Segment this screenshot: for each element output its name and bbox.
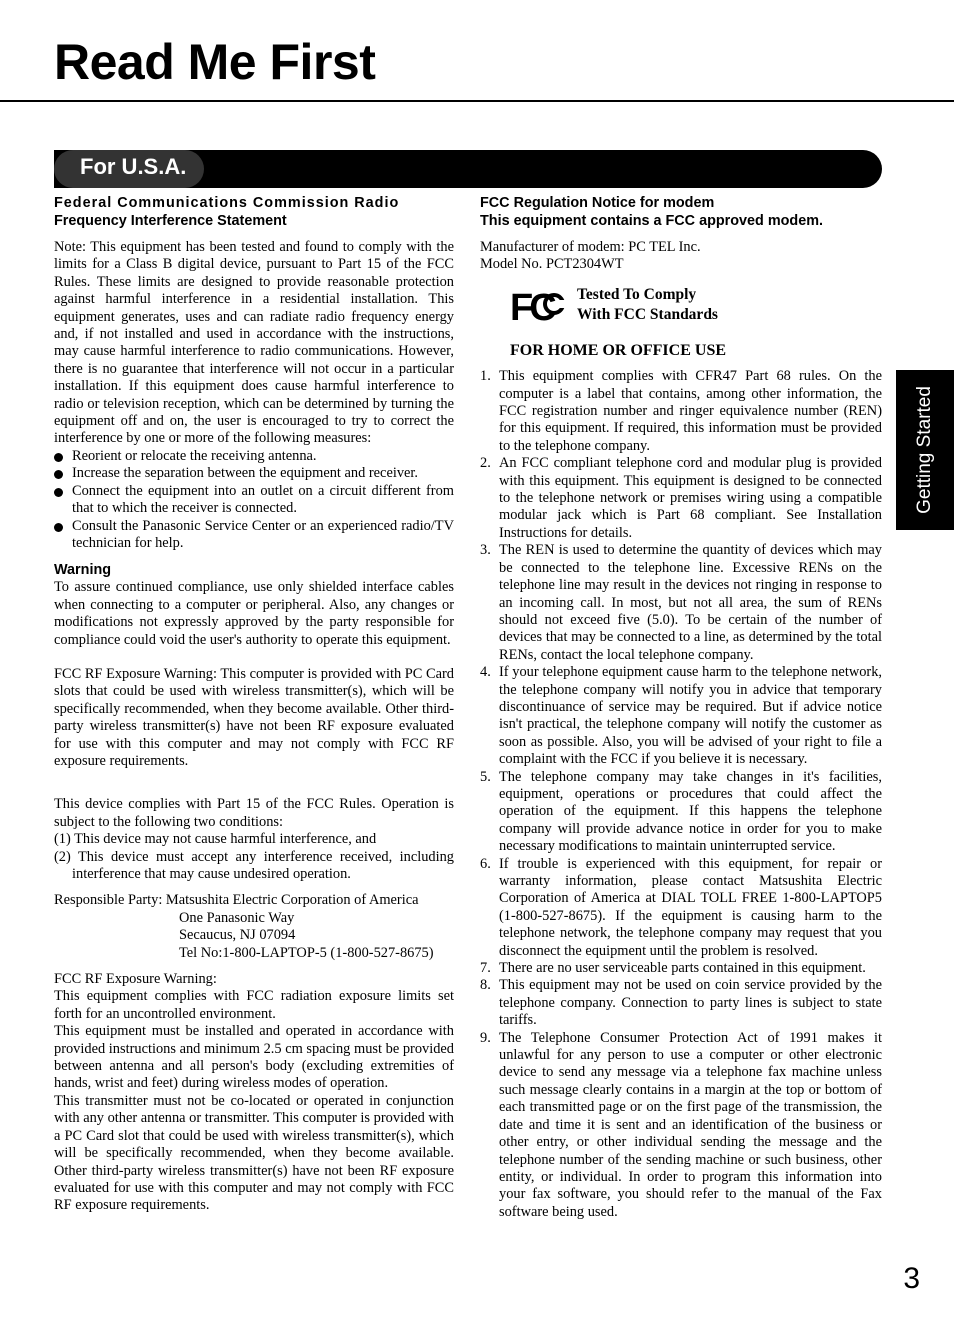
fcc-logo-text: FC — [510, 286, 553, 326]
rf-paragraph: This equipment must be installed and operated in accordance with provided instructions and minimum 2.5 cm spacing must be provided between antenna and all person's body (excluding extremities of hands, wrist and feet) during wireless modes of operation. — [54, 1023, 454, 1092]
model-line: Model No. PCT2304WT — [480, 256, 624, 273]
bullet-icon — [54, 523, 63, 532]
list-item: 5. The telephone company may take changes in it's facilities, equipment, operations or procedures that could affect the operation of the equipment. If this happens the telephone company will provide advance notice in order for you to make necessary modifications to maintain uninterrupted service. — [480, 768, 882, 855]
rf-paragraph: This equipment complies with FCC radiation exposure limits set forth for an uncontrolled environment. — [54, 988, 454, 1022]
right-column — [480, 194, 882, 1221]
rf-warning-paragraph: FCC RF Exposure Warning: This computer is provided with PC Card slots that could be used with wireless transmitter(s), which will be specifically recommended, when they become available. Other third-party wireless transmitter(s) have not been RF exposure evaluated for use with this computer and may not comply with FCC RF exposure requirements. — [54, 665, 454, 769]
bullet-icon — [54, 453, 63, 462]
list-item: 6. If trouble is experienced with this equipment, for repair or warranty information, please contact Matsushita Electric Corporation of America at DIAL TOLL FREE 1-800-LAPTOP5 (1-800-527-8675). If the equipment is causing harm to the telephone network, the telephone company may request that you disconnect the equipment until the problem is resolved. — [480, 855, 882, 959]
modem-subheading: This equipment contains a FCC approved modem. — [480, 213, 824, 229]
fcc-logo-icon — [510, 286, 570, 326]
manufacturer-line: Manufacturer of modem: PC TEL Inc. — [480, 239, 701, 255]
warning-paragraph: To assure continued compliance, use only shielded interface cables when connecting to a computer or peripheral. Also, any changes or modifications not expressly approved by the party responsible for compliance could void the user's authority to operate this equipment. — [54, 579, 454, 648]
bullet-icon — [54, 488, 63, 497]
bullet-item: Consult the Panasonic Service Center or an experienced radio/TV technician for help. — [54, 518, 454, 553]
list-item: 9. The Telephone Consumer Protection Act of 1991 makes it unlawful for any person to use a computer or other electronic device to send any message via a telephone fax machine unless such message clearly contains in a margin at the top or bottom of each transmitted page or on the first page of the transmission, the date and time it is sent and an identification of the business or other entry, or other individual sending the message and the telephone number of the sending machine or such business, other entity, or individual. In order to program this information into your fax software, you should refer to the manual of the Fax software being used. — [480, 1029, 882, 1220]
address-line: Tel No:1-800-LAPTOP-5 (1-800-527-8675) — [179, 944, 434, 961]
list-item: 1. This equipment complies with CFR47 Part 68 rules. On the computer is a label that contains, among other information, the FCC registration number and ringer equivalence number (REN) for this equipment. If required, this information must be provided to the telephone company. — [480, 368, 882, 454]
fcc-radio-heading: Federal Communications Commission Radio — [54, 195, 400, 211]
warning-heading: Warning — [54, 562, 112, 579]
condition-item: (2) This device must accept any interference received, including interference that may cause undesired operation. — [54, 848, 454, 882]
part15-paragraph: This device complies with Part 15 of the FCC Rules. Operation is subject to the following two conditions: — [54, 796, 454, 830]
list-item: 7. There are no user serviceable parts contained in this equipment. — [480, 960, 866, 977]
fcc-home-office-line: FOR HOME OR OFFICE USE — [510, 341, 727, 359]
note-paragraph: Note: This equipment has been tested and found to comply with the limits for a Class B digital device, pursuant to Part 15 of the FCC Rules. These limits are designed to provide reasonable protection against harmful interference in a residential installation. This equipment generates, uses and can radiate radio frequency energy and, if not installed and used in accordance with the instructions, may cause harmful interference to radio communications. However, there is no guarantee that interference will not occur in a particular installation. If this equipment does cause harmful interference to radio or television reception, which can be determined by turning the equipment off and on, the user is encouraged to try to correct the interference by one or more of the following measures: — [54, 239, 454, 447]
rf-warning2-title: FCC RF Exposure Warning: — [54, 971, 217, 988]
modem-heading: FCC Regulation Notice for modem — [480, 195, 715, 211]
side-tab — [896, 370, 954, 530]
section-banner — [54, 150, 882, 188]
fcc-tested-line: Tested To Comply — [577, 285, 697, 303]
rf-paragraph: This transmitter must not be co-located or operated in conjunction with any other antenna or transmitter. This computer is provided with a PC Card slot that could be used with wireless transmitter(s), which will be specifically recommended, when they become available. Other third-party wireless transmitter(s) have not been RF exposure evaluated for use with this computer and may not comply with FCC RF exposure requirements. — [54, 1092, 454, 1214]
list-item: 4. If your telephone equipment cause harm to the telephone network, the telephone company will notify you in advice that temporary discontinuance of service may be required. But if advice notice isn't practical, the telephone company will notify the customer as soon as possible. Also, you will be advised of your right to file a complaint with the FCC if you believe it is necessary. — [480, 664, 882, 768]
bullet-icon — [54, 470, 63, 479]
fcc-radio-subheading: Frequency Interference Statement — [54, 213, 287, 229]
list-item: 3. The REN is used to determine the quantity of devices which may be connected to the telephone line. Excessive RENs on the telephone line may result in the devices not ringing in response to an incoming call. In most, but not all area, the sum of RENs should not exceed five (5.0). To be certain of the number of devices that may be connected to a line, as determined by the total RENs, contact the local telephone company. — [480, 542, 882, 663]
bullet-item: Connect the equipment into an outlet on a circuit different from that to which the receiver is connected. — [54, 483, 454, 518]
banner-label: For U.S.A. — [80, 154, 187, 179]
title-divider — [0, 100, 954, 102]
side-tab-label: Getting Started — [914, 386, 935, 514]
fcc-standards-line: With FCC Standards — [577, 305, 718, 323]
page-number: 3 — [903, 1262, 920, 1295]
page-title: Read Me First — [54, 34, 376, 90]
responsible-party: Responsible Party: Matsushita Electric Corporation of America — [54, 892, 419, 909]
left-column — [54, 194, 454, 1215]
bullet-item: Increase the separation between the equipment and receiver. — [54, 465, 454, 482]
modem-notice-list — [480, 368, 882, 1221]
condition-item: (1) This device may not cause harmful interference, and — [54, 831, 377, 848]
bullet-item: Reorient or relocate the receiving antenna. — [54, 448, 454, 465]
list-item: 2. An FCC compliant telephone cord and modular plug is provided with this equipment. This equipment is designed to be connected to the telephone network or premises wiring using a compatible modular jack which is Part 68 compliant. See Installation Instructions for details. — [480, 455, 882, 541]
list-item: 8. This equipment may not be used on coin service provided by the telephone company. Connection to party lines is subject to state tariffs. — [480, 977, 882, 1029]
address-line: One Panasonic Way — [179, 909, 295, 926]
address-line: Secaucus, NJ 07094 — [179, 927, 296, 944]
fcc-compliance-block — [480, 284, 882, 342]
